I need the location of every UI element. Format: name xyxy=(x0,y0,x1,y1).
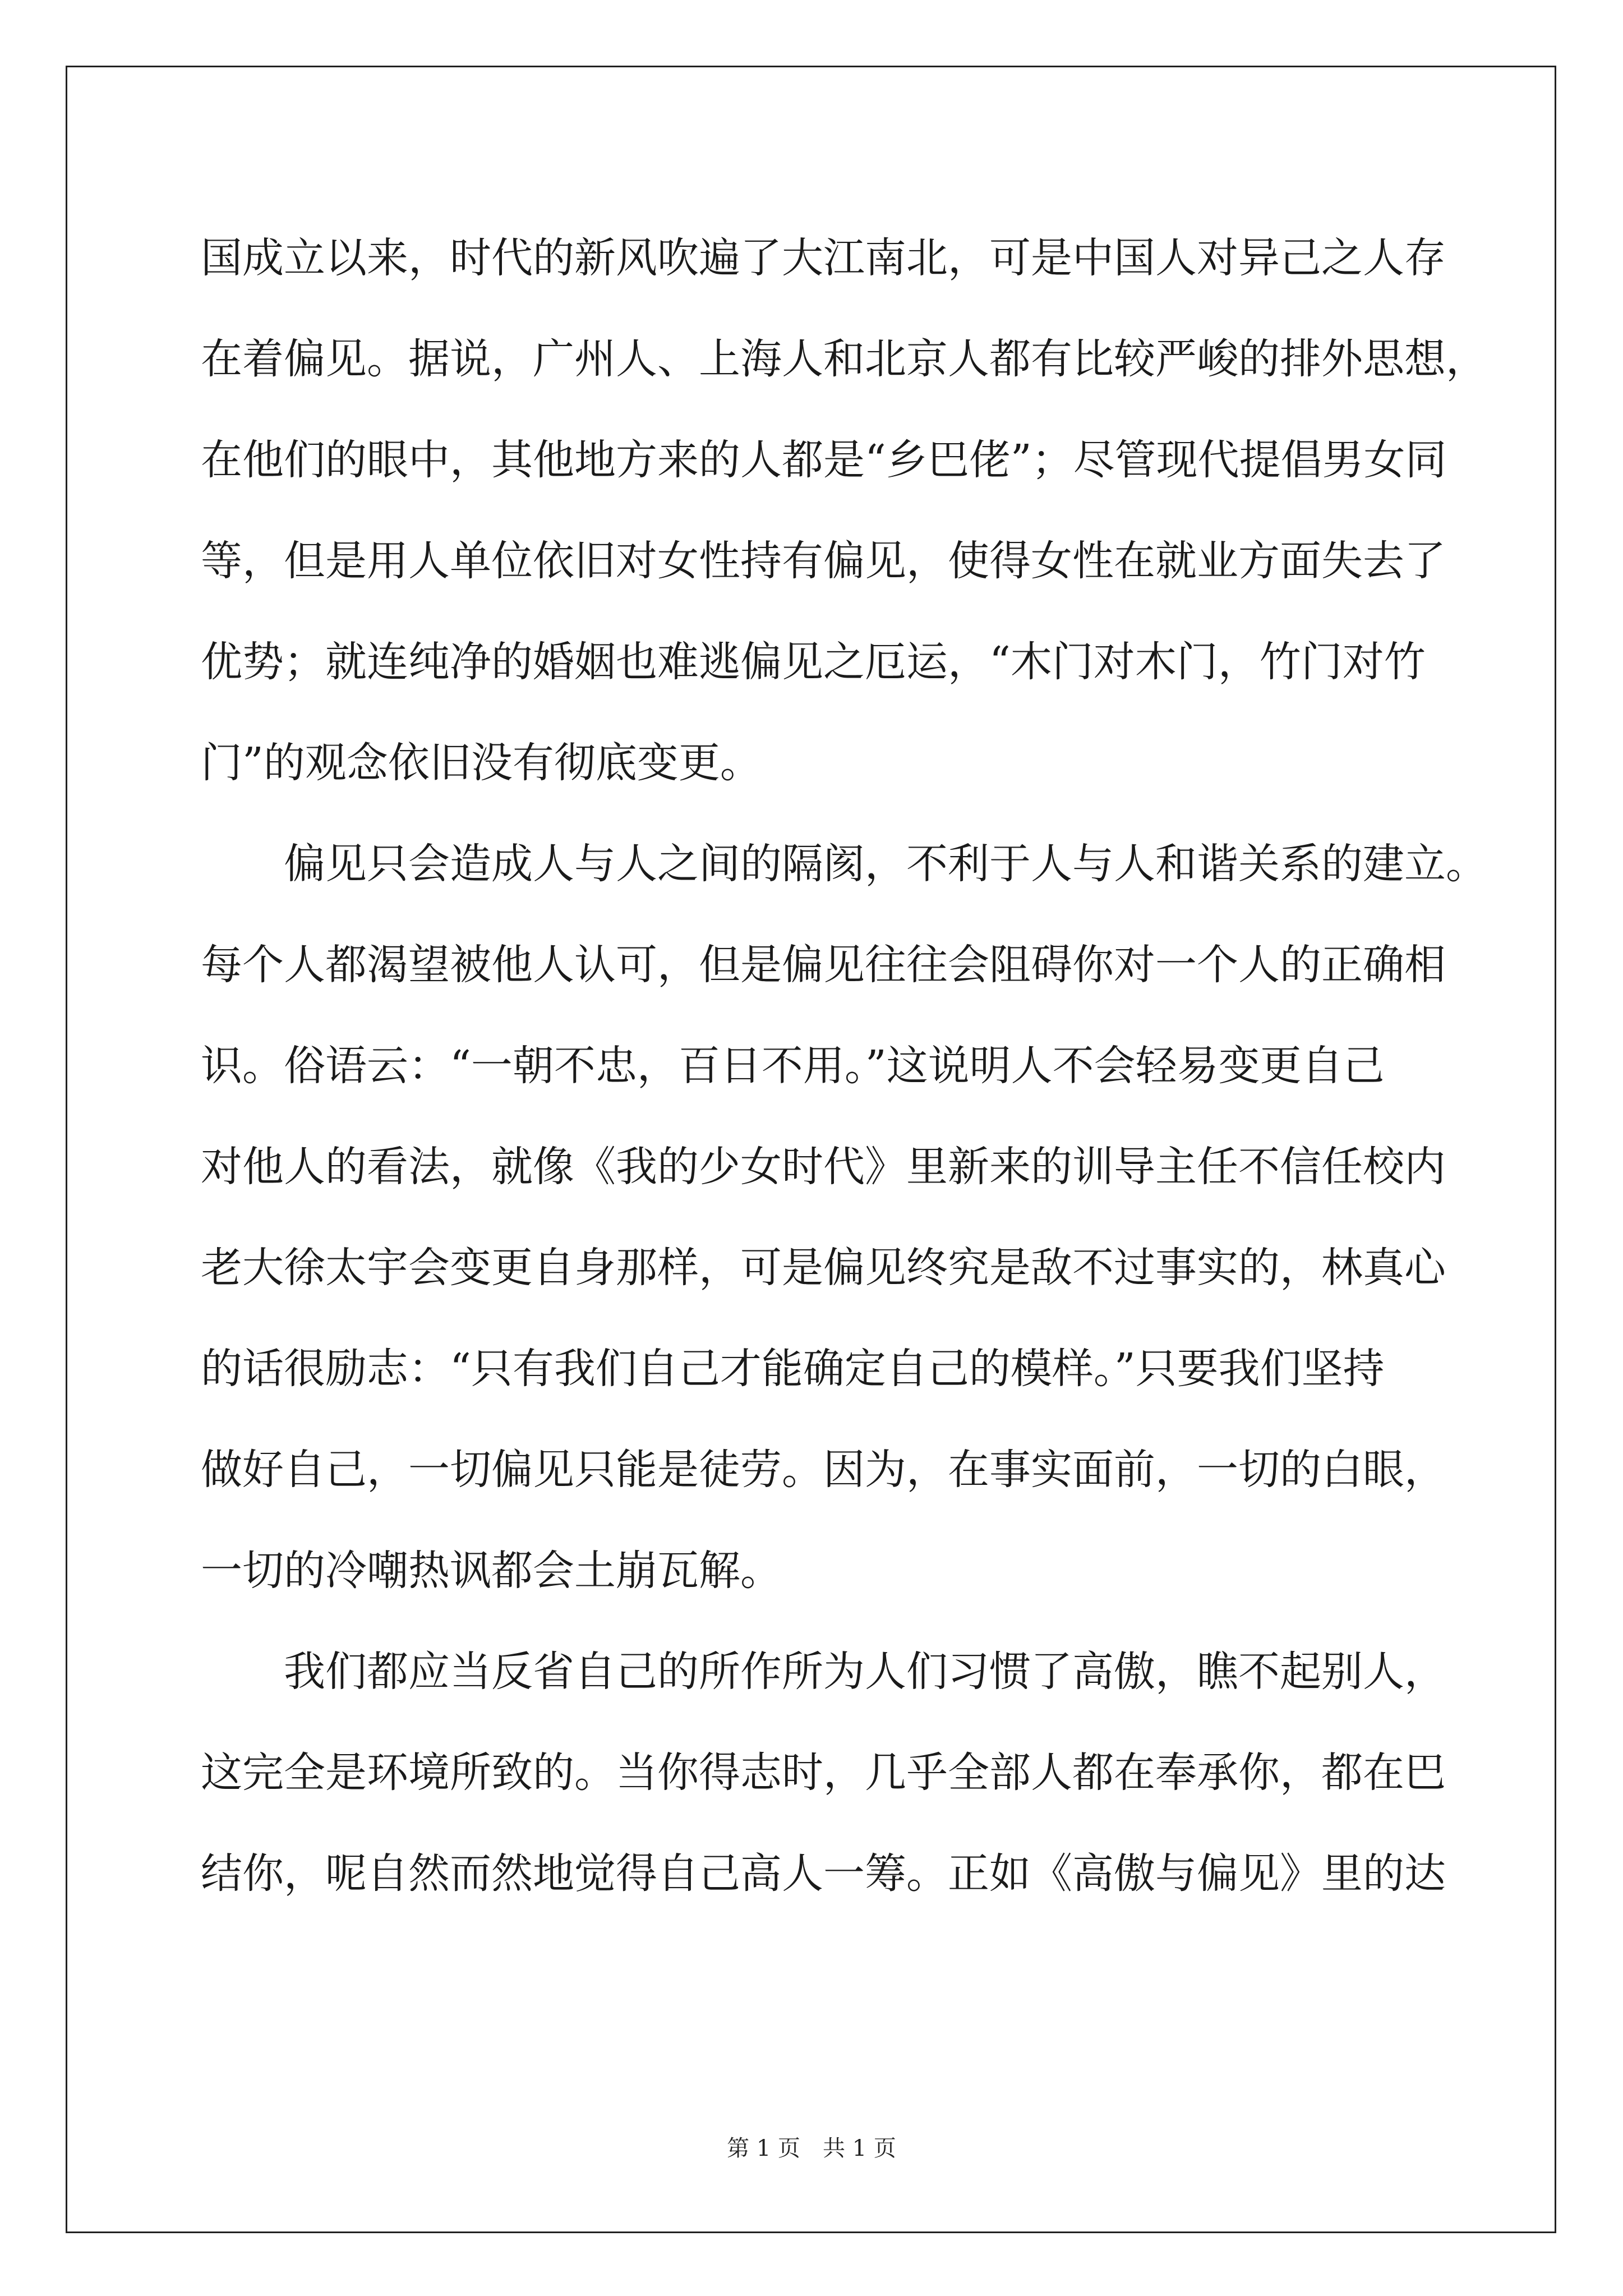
text-line: 门”的观念依旧没有彻底变更。 xyxy=(201,739,762,787)
document-body xyxy=(201,208,1487,1924)
page-number-footer: 第 1 页 共 1 页 xyxy=(727,2136,896,2161)
text-line: 对他人的看法，就像《我的少女时代》里新来的训导主任不信任校内 xyxy=(201,1143,1446,1191)
paragraph-start-line: 偏见只会造成人与人之间的隔阂，不利于人与人和谐关系的建立。 xyxy=(284,840,1487,888)
text-line: 结你，呢自然而然地觉得自己高人一筹。正如《高傲与偏见》里的达 xyxy=(201,1849,1446,1898)
text-line: 识。俗语云：“一朝不忠，百日不用。”这说明人不会轻易变更自己 xyxy=(201,1042,1385,1090)
text-line: 这完全是环境所致的。当你得志时，几乎全部人都在奉承你，都在巴 xyxy=(201,1749,1446,1797)
text-line: 老大徐太宇会变更自身那样，可是偏见终究是敌不过事实的，林真心 xyxy=(201,1244,1446,1292)
text-line: 等，但是用人单位依旧对女性持有偏见，使得女性在就业方面失去了 xyxy=(201,537,1446,585)
text-line: 在他们的眼中，其他地方来的人都是“乡巴佬”；尽管现代提倡男女同 xyxy=(201,436,1447,484)
paragraph-start-line: 我们都应当反省自己的所作所为人们习惯了高傲，瞧不起别人， xyxy=(284,1648,1446,1696)
text-line: 优势；就连纯净的婚姻也难逃偏见之厄运，“木门对木门，竹门对竹 xyxy=(201,638,1426,686)
text-line: 国成立以来，时代的新风吹遍了大江南北，可是中国人对异己之人存 xyxy=(201,234,1446,282)
text-line: 一切的冷嘲热讽都会土崩瓦解。 xyxy=(201,1547,782,1595)
text-line: 的话很励志：“只有我们自己才能确定自己的模样。”只要我们坚持 xyxy=(201,1345,1385,1393)
text-line: 在着偏见。据说，广州人、上海人和北京人都有比较严峻的排外思想， xyxy=(201,335,1487,383)
text-line: 做好自己，一切偏见只能是徒劳。因为，在事实面前，一切的白眼， xyxy=(201,1446,1446,1494)
text-line: 每个人都渴望被他人认可，但是偏见往往会阻碍你对一个人的正确相 xyxy=(201,941,1446,989)
